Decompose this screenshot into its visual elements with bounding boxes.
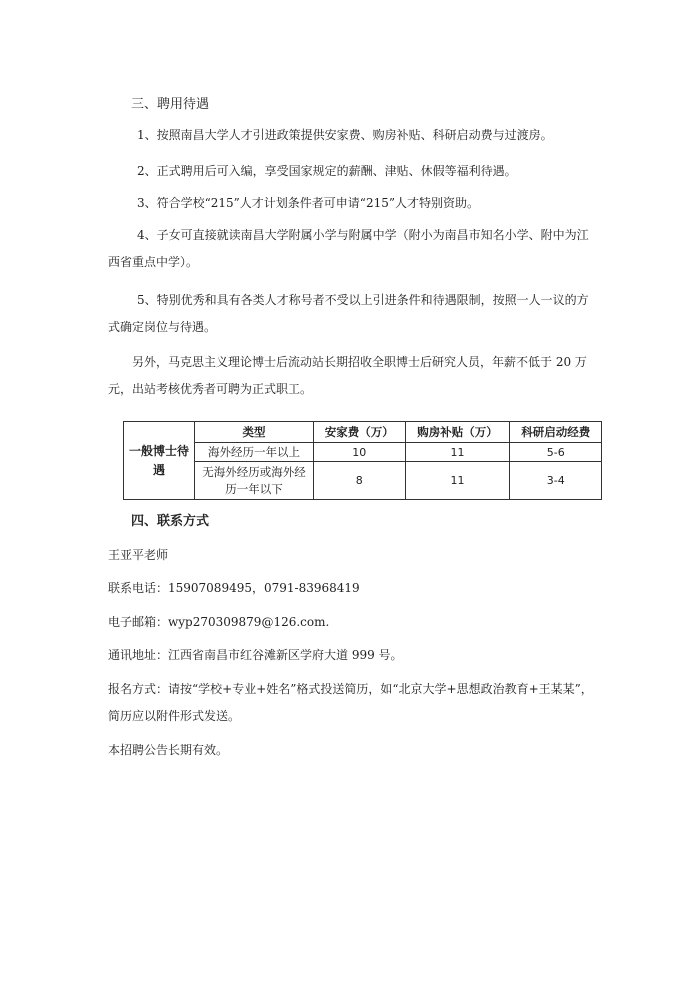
table-header-type: 类型 (195, 422, 314, 443)
table-row (124, 443, 602, 462)
table-cell-type: 海外经历一年以上 (195, 443, 314, 462)
table-row-header: 一般博士待遇 (124, 422, 195, 500)
benefit-item-1: 1、按照南昌大学人才引进政策提供安家费、购房补贴、科研启动费与过渡房。 (137, 128, 553, 142)
section-4-title: 四、联系方式 (131, 514, 210, 529)
table-cell-settle: 8 (314, 462, 406, 500)
section-3-title: 三、聘用待遇 (131, 97, 210, 112)
table-cell-research: 3-4 (510, 462, 602, 500)
contact-address: 通讯地址：江西省南昌市红谷滩新区学府大道 999 号。 (108, 648, 403, 662)
table-row (124, 462, 602, 500)
contact-phone: 联系电话：15907089495，0791-83968419 (108, 581, 360, 595)
table-header-research: 科研启动经费 (510, 422, 602, 443)
benefit-item-4: 4、子女可直接就读南昌大学附属小学与附属中学（附小为南昌市知名小学、附中为江西省重点中学）。 (108, 228, 589, 269)
table-cell-research: 5-6 (510, 443, 602, 462)
table-cell-type: 无海外经历或海外经历一年以下 (195, 462, 314, 500)
table-cell-housing: 11 (405, 462, 510, 500)
table-cell-settle: 10 (314, 443, 406, 462)
validity-note: 本招聘公告长期有效。 (108, 743, 229, 757)
table-header-housing: 购房补贴（万） (405, 422, 510, 443)
benefits-table (123, 421, 602, 500)
benefit-item-3: 3、符合学校“215”人才计划条件者可申请“215”人才特别资助。 (137, 196, 479, 210)
table-header-settle: 安家费（万） (314, 422, 406, 443)
benefit-item-2: 2、正式聘用后可入编，享受国家规定的薪酬、津贴、休假等福利待遇。 (137, 164, 517, 178)
benefit-item-5: 5、特别优秀和具有各类人才称号者不受以上引进条件和待遇限制，按照一人一议的方式确定岗位与待遇。 (108, 293, 589, 334)
table-cell-housing: 11 (405, 443, 510, 462)
postdoc-note: 另外，马克思主义理论博士后流动站长期招收全职博士后研究人员，年薪不低于 20 万元，出站考核优秀者可聘为正式职工。 (108, 355, 587, 396)
application-method: 报名方式：请按“学校+专业+姓名”格式投送简历，如“北京大学+思想政治教育+王某某”，简历应以附件形式发送。 (108, 682, 593, 723)
contact-name: 王亚平老师 (108, 548, 169, 562)
contact-email: 电子邮箱：wyp270309879@126.com. (108, 615, 330, 629)
